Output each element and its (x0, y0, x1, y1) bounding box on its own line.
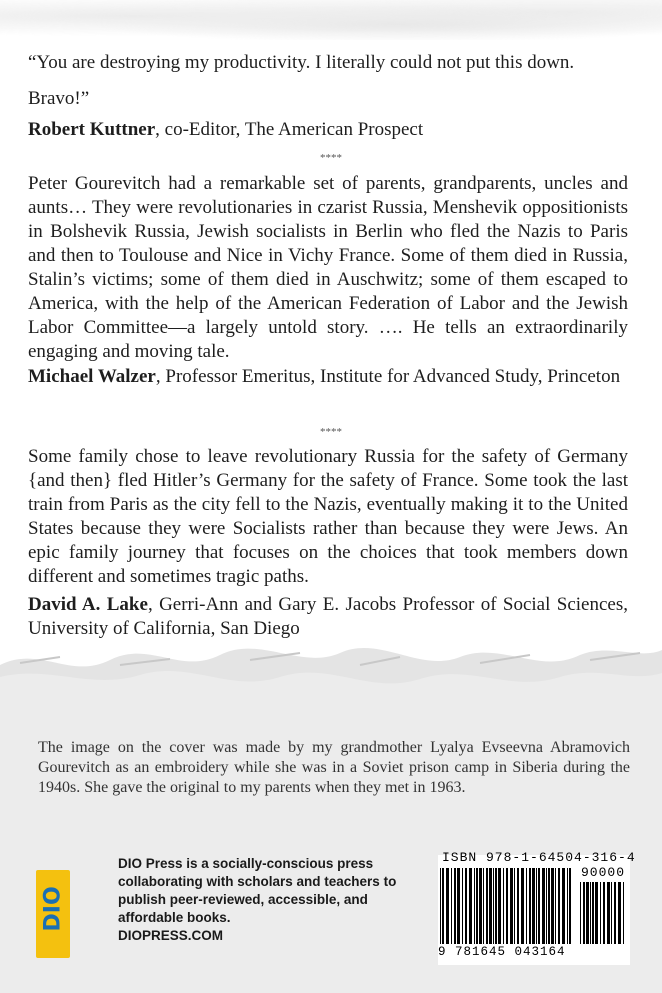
barcode-bar (526, 868, 527, 944)
barcode-bar (486, 868, 488, 944)
quote-3-affiliation: , Gerri-Ann and Gary E. Jacobs Professor of Social Sciences, University of California, San Diego (28, 594, 628, 639)
dio-logo-text: DIO (40, 886, 66, 932)
barcode-bar (611, 882, 612, 944)
barcode-bar (440, 868, 441, 944)
barcode-bar (590, 882, 591, 944)
barcode-bar (592, 882, 594, 944)
quote-3-text: Some family chose to leave revolutionary Russia for the safety of Germany {and then} fled Hitler’s Germany for the safety of France. Some took the last train from Paris as the city fell to the Nazis, eventually making it to the United States because they were Socialists rather than because they were Jews. An epic family journey that focuses on the choices that took members down different and sometimes tragic paths. (28, 446, 628, 587)
barcode-addon (580, 882, 628, 944)
quote-2-affiliation: , Professor Emeritus, Institute for Advanced Study, Princeton (155, 366, 621, 387)
barcode-digits: 9 781645 043164 (438, 945, 566, 959)
barcode-bar (506, 868, 508, 944)
publisher-website: DIOPRESS.COM (118, 928, 224, 943)
barcode-bar (451, 868, 452, 944)
barcode-bar (542, 868, 545, 944)
barcode-bar (514, 868, 515, 944)
price-code: 90000 (581, 865, 626, 880)
barcode-bar (495, 868, 497, 944)
quote-1-author: Robert Kuttner (28, 119, 156, 140)
barcode-bar (558, 868, 560, 944)
barcode-bar (465, 868, 467, 944)
barcode-main (440, 868, 574, 944)
barcode-bar (462, 868, 463, 944)
barcode-bar (476, 868, 478, 944)
barcode-bar (580, 882, 581, 944)
publisher-info (118, 855, 423, 945)
barcode-bar (555, 868, 556, 944)
barcode-bar (618, 882, 621, 944)
barcode-bar (586, 882, 589, 944)
quote-2-author: Michael Walzer (28, 366, 156, 387)
separator-1: **** (320, 152, 342, 164)
barcode-bar (551, 868, 554, 944)
quote-2-attribution (28, 365, 628, 389)
dio-logo (36, 870, 70, 958)
quote-3-author: David A. Lake (28, 594, 148, 615)
barcode-bar (442, 868, 444, 944)
barcode-bar (614, 882, 616, 944)
barcode-bar (548, 868, 550, 944)
barcode-bar (607, 882, 610, 944)
barcode-bar (483, 868, 484, 944)
isbn-label: ISBN 978-1-64504-316-4 (442, 850, 636, 865)
barcode-bar (457, 868, 460, 944)
barcode-bar (623, 882, 624, 944)
barcode-bar (493, 868, 494, 944)
barcode-bar (600, 882, 601, 944)
cover-image-note: The image on the cover was made by my grandmother Lyalya Evseevna Abramovich Gourevitch as an embroidery while she was in a Soviet prison camp in Siberia during the 1940s. She gave the original to my parents when they met in 1963. (38, 739, 630, 796)
barcode-bar (536, 868, 537, 944)
barcode-bar (546, 868, 547, 944)
barcode-bar (567, 868, 568, 944)
separator-2: **** (320, 426, 342, 438)
quote-1-text: “You are destroying my productivity. I literally could not put this down. Bravo!” (28, 52, 575, 109)
quote-1-attribution (28, 118, 628, 142)
paper-texture-top (0, 0, 662, 40)
barcode-bar (562, 868, 565, 944)
barcode-bar (503, 868, 504, 944)
barcode-bar (498, 868, 501, 944)
barcode-bar (510, 868, 513, 944)
barcode-bar (474, 868, 475, 944)
barcode-bar (489, 868, 492, 944)
quote-2-text: Peter Gourevitch had a remarkable set of parents, grandparents, uncles and aunts… They were revolutionaries in czarist Russia, Menshevik oppositionists in Bolshevik Russia, Jewish socialists in Berlin who fled the Nazis to Paris and then to Toulouse and Nice in Vichy France. Some of them died in Russia, Stalin’s victims; some of them died in Auschwitz; some of them escaped to America, with the help of the American Federation of Labor and the Jewish Labor Committee—a largely untold story. …. He tells an extraordinarily engaging and moving tale. (28, 173, 628, 362)
quote-1-affiliation: , co-Editor, The American Prospect (155, 119, 424, 140)
barcode-bar (569, 868, 571, 944)
barcode-bar (538, 868, 540, 944)
barcode-bar (446, 868, 449, 944)
barcode-bar (517, 868, 519, 944)
publisher-blurb: DIO Press is a socially-conscious press collaborating with scholars and teachers to publish peer-reviewed, accessible, and affordable books. (118, 856, 397, 925)
barcode-bar (595, 882, 598, 944)
barcode-bar (469, 868, 472, 944)
barcode-bar (521, 868, 524, 944)
torn-paper-edge (0, 605, 662, 715)
barcode-bar (583, 882, 585, 944)
barcode-bar (529, 868, 531, 944)
barcode-bar (532, 868, 535, 944)
barcode-bar (454, 868, 456, 944)
barcode-bar (479, 868, 482, 944)
barcode-bar (603, 882, 605, 944)
